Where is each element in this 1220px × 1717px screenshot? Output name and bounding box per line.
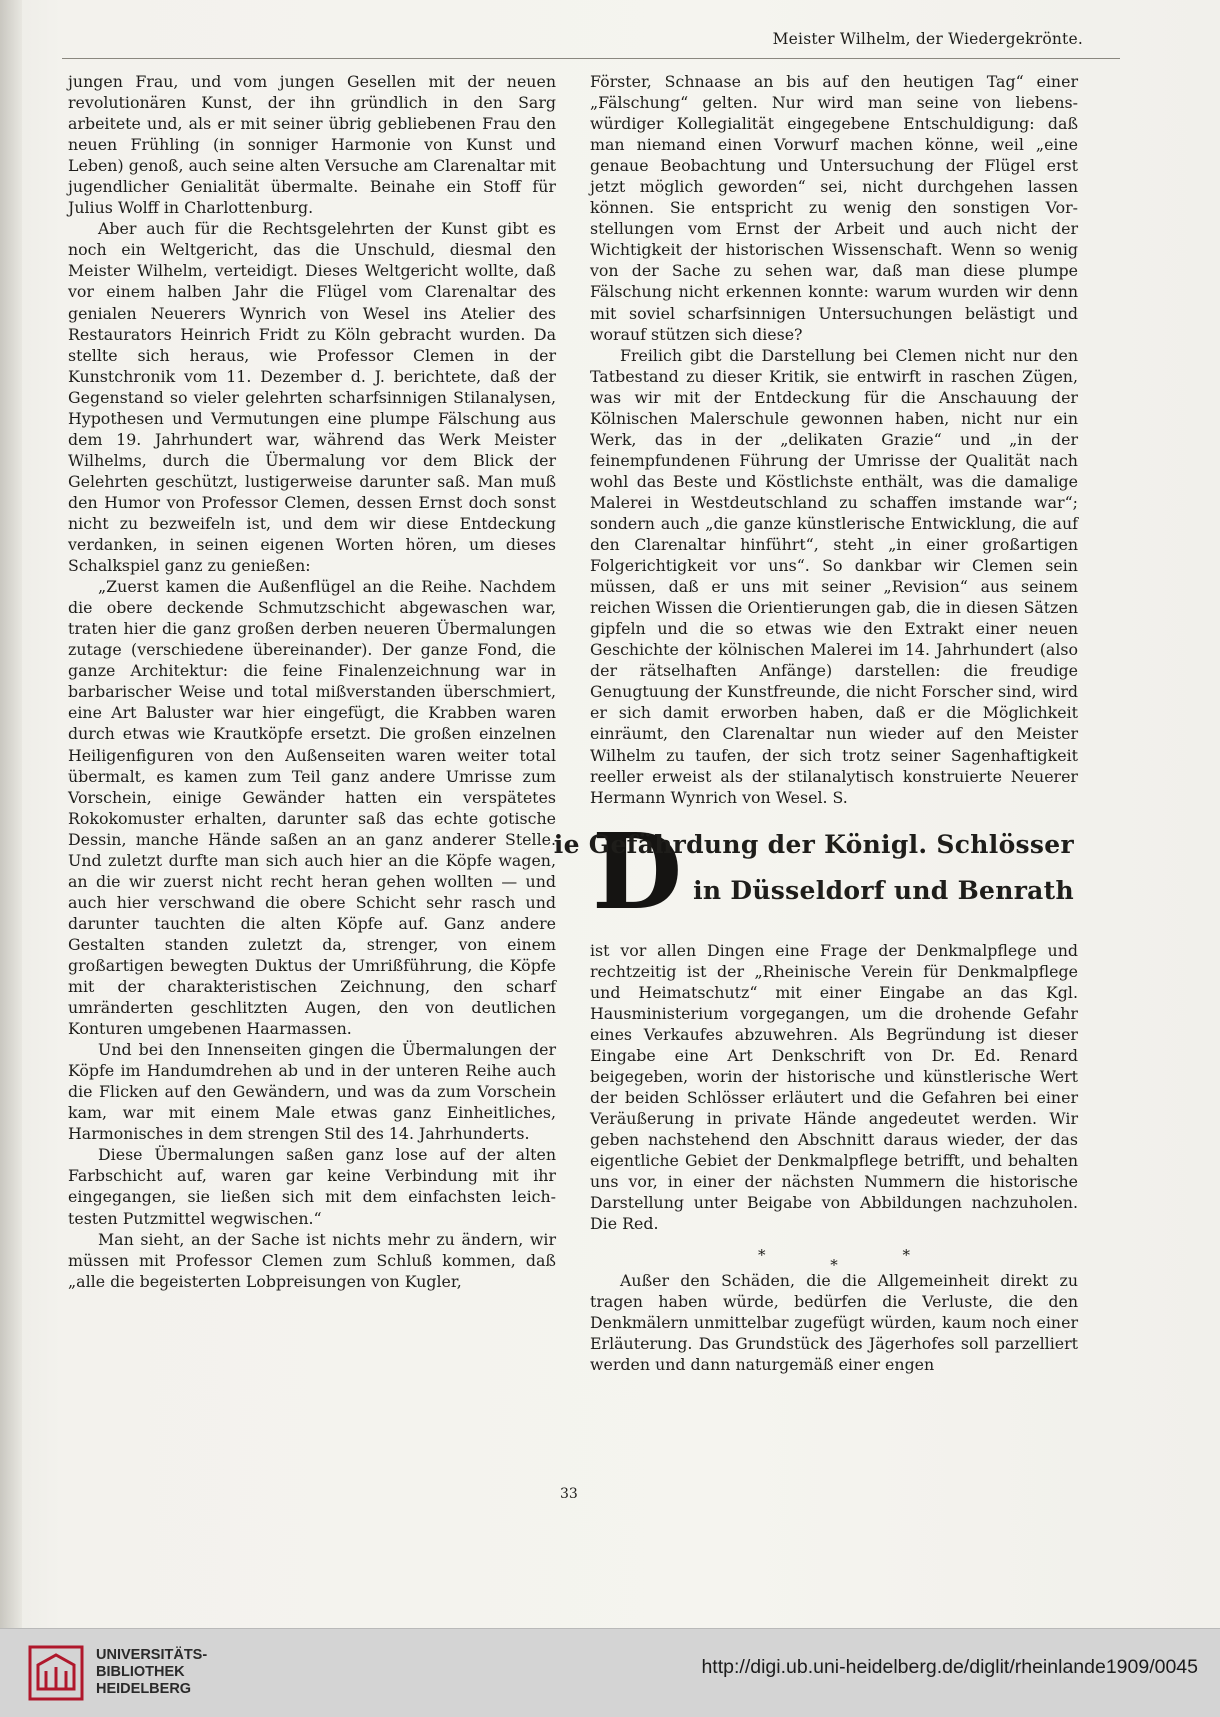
left-paragraph-3: „Zuerst kamen die Außenflügel an die Reihe. Nachdem die obere deckende Schmutzschicht abgewaschen war, traten hier die ganz großen derben neueren Übermalungen zutage (verschiedene übereinander). Der ganze Fond, die ganze Architektur: die feine Finalenzeichnung war in barbarischer Weise und total mißverstanden überschmiert, eine Art Baluster war hier eingefügt, die Krabben waren durch etwas wie Krautköpfe ersetzt. Die großen einzelnen Heiligenfiguren von den Außenseiten waren weiter total übermalt, es kamen zum Teil ganz andere Umrisse zum Vorschein, einige Gewänder hatten ein verspätetes Rokokomuster erhalten, darunter saß das echte gotische Dessin, manche Hände saßen an an ganz anderer Stelle. Und zuletzt durfte man sich auch hier an die Köpfe wagen, an die wir zuerst nicht recht heran gehen wollten — und auch hier verschwand die obere Schicht sehr rasch und darunter tauchten die alten Köpfe auf. Ganz andere Gestalten standen zuletzt da, strenger, von einem großartigen bewegten Duktus der Umrißführung, die Köpfe mit der charakteristischen Zeichnung, den scharf umränderten geschlitzten Augen, den von deutlichen Konturen umgebenen Haarmassen.	[68, 577, 556, 1039]
section-heading	[553, 809, 1078, 934]
asterisk: *	[902, 1246, 911, 1265]
library-footer-bar	[0, 1628, 1220, 1717]
section-paragraph-1: ist vor allen Dingen eine Frage der Denkmalpflege und rechtzeitig ist der „Rheinische Verein für Denkmalpflege und Heimatschutz“ mit einer Eingabe an das Kgl. Hausministerium vorgegangen, um die drohende Gefahr eines Verkaufes abzuwehren. Als Begründung ist dieser Eingabe eine Art Denkschrift von Dr. Ed. Renard beigegeben, worin der historische und künstlerische Wert der beiden Schlösser erläutert und die Gefahren bei einer Veräußerung in private Hände angedeutet werden. Wir geben nachstehend den Abschnitt daraus wieder, der das eigentliche Gebiet der Denkmalpflege betrifft, und behalten uns vor, in einer der nächsten Nummern die historische Darstellung unter Beigabe von Abbildungen nachzuholen. Die Red.	[590, 940, 1078, 1234]
university-library-logo-icon[interactable]	[28, 1645, 84, 1701]
page-number: 33	[560, 1486, 578, 1502]
left-column	[68, 71, 556, 1292]
left-paragraph-1: jungen Frau, und vom jungen Gesellen mit der neuen revolutionären Kunst, der ihn gründlich in den Sarg arbeitete und, als er mit seiner übrig gebliebenen Frau den neuen Frühling (in sonniger Harmonie von Kunst und Leben) genoß, auch seine alten Versuche am Clarenaltar mit jugendlicher Genialität übermalte. Beinahe ein Stoff für Julius Wolff in Charlottenburg.	[68, 72, 556, 218]
asterisk: *	[757, 1246, 766, 1265]
right-paragraph-2: Freilich gibt die Darstellung bei Clemen nicht nur den Tatbestand zu dieser Kritik, sie entwirft in raschen Zügen, was wir mit der Entdeckung für die Anschauung der Kölnischen Malerschule gewonnen haben, nicht nur ein Werk, das in der „delikaten Grazie“ und „in der feinempfundenen Führung der Umrisse der Qualität nach wohl das Beste und Köstlichste enthält, was die damalige Malerei in Westdeutschland zu schaffen imstande war“; sondern auch „die ganze künstlerische Entwicklung, die auf den Clarenaltar hinführt“, steht „in einer großartigen Folgerichtigkeit vor uns“. So dankbar wir Clemen sein müssen, daß er uns mit seiner „Revision“ aus seinem reichen Wissen die Orientierungen gab, die in diesen Sätzen gipfeln und die so etwas wie den Extrakt einer neuen Geschichte der kölnischen Malerei im 14. Jahrhundert (also der rätselhaften Anfänge) darstellen: die freudige Genugtuung der Kunstfreunde, die nicht Forscher sind, wird er sich damit erworben haben, daß er die Möglichkeit einräumt, den Clarenaltar nun wieder auf den Meister Wilhelm zu taufen, der sich trotz seiner Sagenhaftigkeit reeller erweist als der stilanalytisch konstruierte Neuerer Hermann Wynrich von Wesel. S.	[590, 345, 1078, 807]
running-header: Meister Wilhelm, der Wiedergekrönte.	[772, 30, 1083, 48]
right-paragraph-1: Förster, Schnaase an bis auf den heutigen Tag“ einer „Fälschung“ gelten. Nur wird man seine von liebenswürdiger Kollegialität eingegebene Entschuldigung: daß man niemand einen Vorwurf machen könne, weil „eine genaue Beobachtung und Untersuchung der Flügel erst jetzt möglich geworden“ sei, nicht durchgehen lassen können. Sie entspricht zu wenig den sonstigen Vorstellungen vom Ernst der Arbeit und auch nicht der Wichtigkeit der historischen Wissenschaft. Wenn so wenig von der Sache zu sehen war, daß man diese plumpe Fälschung nicht erkennen konnte: warum wurden wir denn mit soviel scharfsinnigen Untersuchungen belästigt und worauf stützen sich diese?	[590, 72, 1078, 344]
section-heading-line-2: in Düsseldorf und Benrath	[693, 875, 1074, 905]
left-paragraph-4: Und bei den Innenseiten gingen die Übermalungen der Köpfe im Handumdrehen ab und in der unteren Reihe auch die Flicken auf den Gewändern, und was da zum Vorschein kam, war mit einem Male etwas ganz Einheitliches, Harmonisches in dem strengen Stil des 14. Jahrhunderts.	[68, 1040, 556, 1144]
left-paragraph-6: Man sieht, an der Sache ist nichts mehr zu ändern, wir müssen mit Professor Clemen zum Schluß kommen, daß „alle die begeisterten Lobpreisungen von Kugler,	[68, 1229, 556, 1291]
page-spine-shadow	[0, 0, 22, 1628]
library-name-line-2: BIBLIOTHEK	[96, 1664, 185, 1680]
permalink-url[interactable]: http://digi.ub.uni-heidelberg.de/diglit/rheinlande1909/0045	[701, 1656, 1198, 1678]
asterisk: *	[830, 1256, 838, 1275]
section-paragraph-2: Außer den Schäden, die die Allgemeinheit direkt zu tragen haben würde, bedürfen die Verluste, die den Denkmälern unmittelbar zugefügt würden, kaum noch einer Erläuterung. Das Grundstück des Jägerhofes soll parzelliert werden und dann naturgemäß einer engen	[590, 1271, 1078, 1375]
right-column	[553, 71, 1078, 1376]
library-name-line-1: UNIVERSITÄTS-	[96, 1647, 208, 1663]
section-heading-line-1: ie Gefährdung der Königl. Schlösser	[553, 829, 1074, 859]
left-paragraph-5: Diese Übermalungen saßen ganz lose auf der alten Farbschicht auf, waren gar keine Verbindung mit ihr eingegangen, sie ließen sich mit dem einfachsten leichtesten Putzmittel wegwischen.“	[68, 1145, 556, 1228]
library-name[interactable]	[96, 1647, 207, 1698]
section-separator	[590, 1246, 1078, 1275]
header-rule	[62, 58, 1120, 59]
library-name-line-3: HEIDELBERG	[96, 1681, 192, 1697]
drop-capital: D	[592, 809, 683, 933]
left-paragraph-2: Aber auch für die Rechtsgelehrten der Kunst gibt es noch ein Weltgericht, das die Unschuld, diesmal den Meister Wilhelm, verteidigt. Dieses Weltgericht wollte, daß vor einem halben Jahr die Flügel vom Clarenaltar des genialen Neuerers Wynrich von Wesel ins Atelier des Restaurators Heinrich Fridt zu Köln gebracht wurden. Da stellte sich heraus, wie Professor Clemen in der Kunstchronik vom 11. Dezember d. J. berichtete, daß der Gegenstand so vieler gelehrten scharfsinnigen Stilanalysen, Hypothesen und Vermutungen eine plumpe Fälschung aus dem 19. Jahrhundert war, während das Werk Meister Wilhelms, durch die Übermalung vor dem Blick der Gelehrten geschützt, lustigerweise darunter saß. Man muß den Humor von Professor Clemen, dessen Ernst doch sonst nicht zu bezweifeln ist, und dem wir diese Entdeckung verdanken, in seinen eigenen Worten hören, um dieses Schalkspiel ganz zu genießen:	[68, 219, 556, 576]
